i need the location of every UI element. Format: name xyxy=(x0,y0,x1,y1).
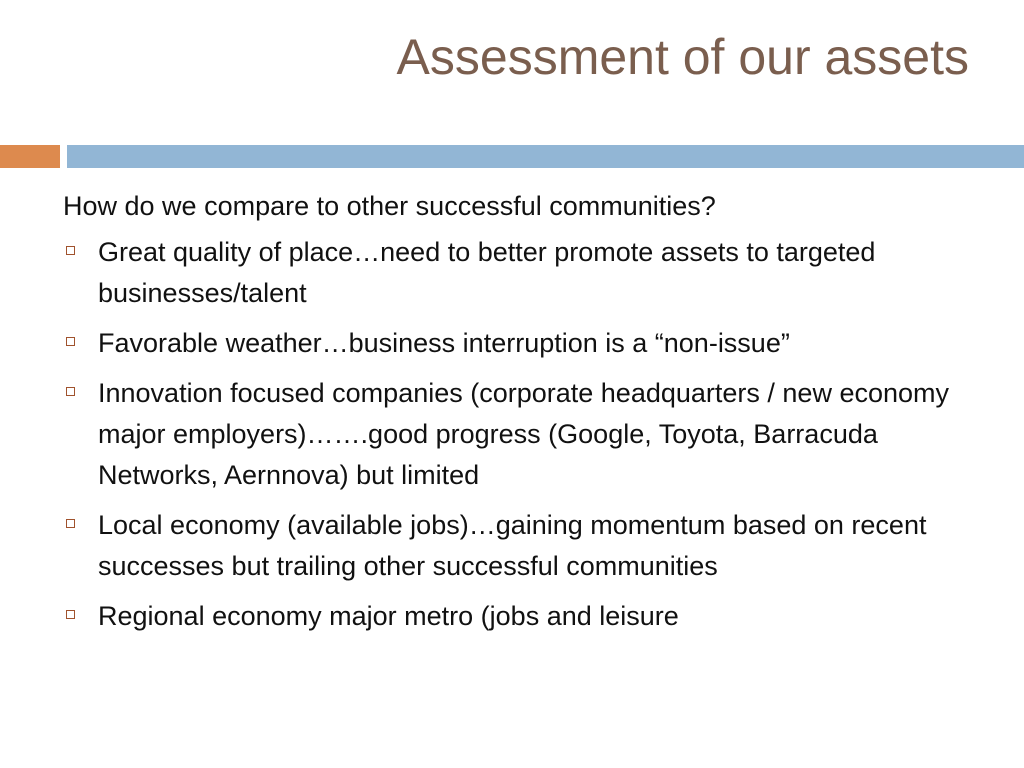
bullet-text: Great quality of place…need to better promote assets to targeted businesses/talent xyxy=(98,237,876,308)
bullet-item xyxy=(63,323,973,364)
slide-body xyxy=(63,186,973,646)
bullet-text: Innovation focused companies (corporate headquarters / new economy major employers)…….good progress (Google, Toyota, Barracuda Networks, Aernnova) but limited xyxy=(98,378,950,490)
bullet-text: Regional economy major metro (jobs and leisure xyxy=(98,601,679,631)
square-bullet-icon xyxy=(66,387,75,396)
slide-title: Assessment of our assets xyxy=(396,29,969,85)
bullet-text: Favorable weather…business interruption is a “non-issue” xyxy=(98,328,790,358)
accent-bar-orange xyxy=(0,145,60,168)
bullet-text: Local economy (available jobs)…gaining momentum based on recent successes but trailing other successful communities xyxy=(98,510,927,581)
bullet-item xyxy=(63,373,973,496)
bullet-item xyxy=(63,232,973,314)
square-bullet-icon xyxy=(66,519,75,528)
square-bullet-icon xyxy=(66,610,75,619)
bullet-item xyxy=(63,505,973,587)
intro-question: How do we compare to other successful communities? xyxy=(63,191,716,221)
bullet-item xyxy=(63,596,973,637)
accent-bar-blue xyxy=(67,145,1024,168)
square-bullet-icon xyxy=(66,337,75,346)
square-bullet-icon xyxy=(66,246,75,255)
bullet-list xyxy=(63,232,973,637)
